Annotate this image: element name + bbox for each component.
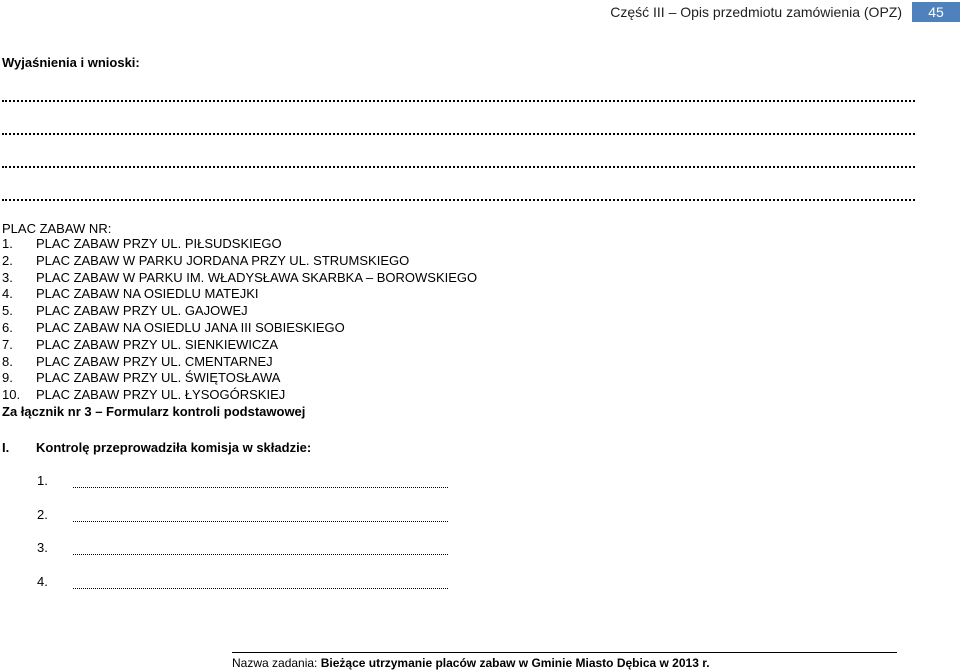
list-item: 8. PLAC ZABAW PRZY UL. CMENTARNEJ: [2, 353, 273, 369]
page-footer: [232, 656, 710, 670]
footer-task: Bieżące utrzymanie placów zabaw w Gminie Miasto Dębica w 2013 r.: [320, 656, 710, 670]
section-label: Kontrolę przeprowadziła komisja w składzie:: [36, 440, 312, 455]
section-number: I.: [2, 440, 10, 455]
header-title: Część III – Opis przedmiotu zamówienia (OPZ): [610, 4, 902, 20]
playground-list: [2, 236, 477, 421]
dotted-line-3: [2, 160, 915, 168]
commission-member-1: 1.: [37, 473, 448, 488]
playground-heading: PLAC ZABAW NR:: [2, 221, 112, 236]
list-item: 1. PLAC ZABAW PRZY UL. PIŁSUDSKIEGO: [2, 236, 282, 251]
footer-label: Nazwa zadania:: [232, 656, 318, 670]
dotted-line-4: [2, 193, 915, 201]
section-heading: [2, 440, 311, 456]
commission-member-2: 2.: [37, 507, 448, 522]
dotted-line-1: [2, 94, 915, 102]
list-item: 10. PLAC ZABAW PRZY UL. ŁYSOGÓRSKIEJ: [2, 387, 286, 403]
list-item: 5. PLAC ZABAW PRZY UL. GAJOWEJ: [2, 303, 248, 319]
list-item: 3. PLAC ZABAW W PARKU IM. WŁADYSŁAWA SKARBKA – BOROWSKIEGO: [2, 269, 478, 285]
list-item: 9. PLAC ZABAW PRZY UL. ŚWIĘTOSŁAWA: [2, 370, 281, 386]
commission-member-3: 3.: [37, 540, 448, 555]
dotted-line-2: [2, 127, 915, 135]
page-number-badge: 45: [912, 2, 960, 22]
list-item: 7. PLAC ZABAW PRZY UL. SIENKIEWICZA: [2, 336, 278, 352]
list-item: 4. PLAC ZABAW NA OSIEDLU MATEJKI: [2, 286, 259, 302]
list-item: 6. PLAC ZABAW NA OSIEDLU JANA III SOBIESKIEGO: [2, 319, 345, 335]
explanations-label: Wyjaśnienia i wnioski:: [2, 55, 140, 70]
list-item: 2. PLAC ZABAW W PARKU JORDANA PRZY UL. STRUMSKIEGO: [2, 252, 410, 268]
footer-divider: [232, 652, 897, 653]
commission-member-4: 4.: [37, 574, 448, 589]
page-header: [610, 2, 960, 22]
attachment-title: Za łącznik nr 3 – Formularz kontroli podstawowej: [2, 403, 306, 419]
